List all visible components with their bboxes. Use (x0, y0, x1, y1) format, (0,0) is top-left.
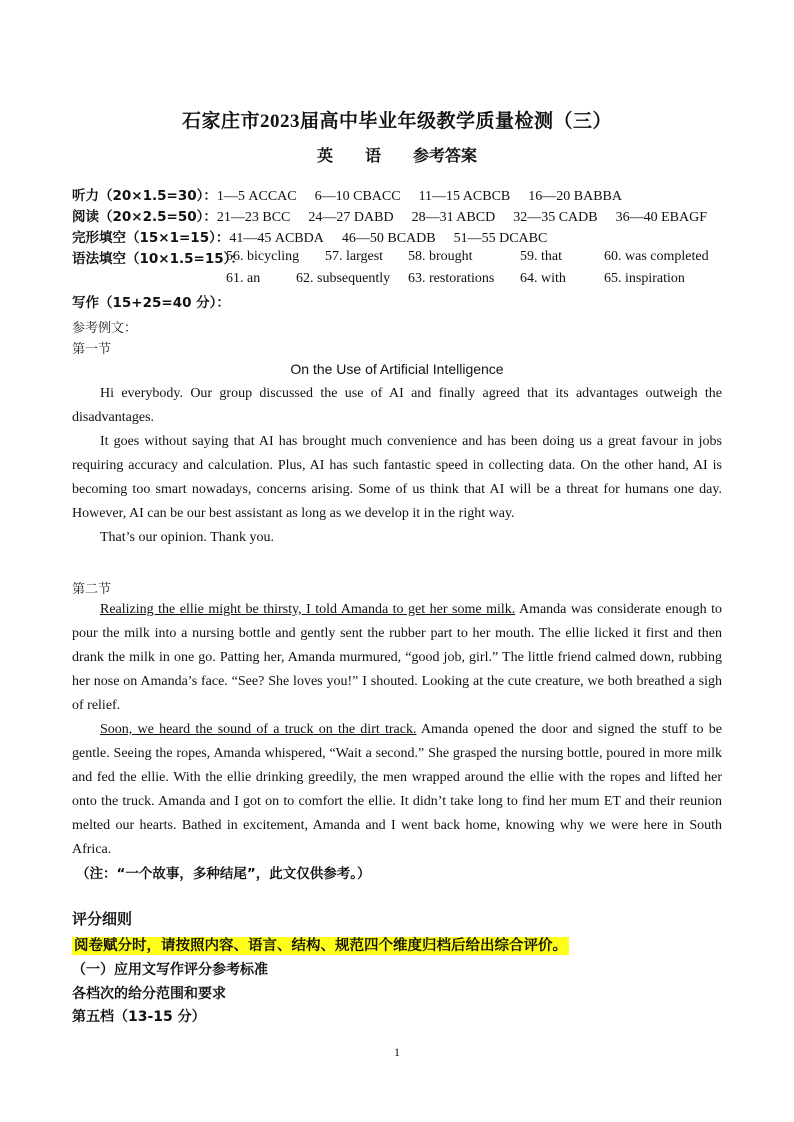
essay-paragraph (72, 526, 722, 550)
answer-item: 24—27 DABD (308, 210, 394, 225)
part1-label: 第一节 (72, 342, 112, 357)
grammar-answer: 56. bicycling (226, 249, 300, 264)
grammar-answer: 61. an (226, 271, 261, 286)
part2-label: 第二节 (72, 582, 112, 597)
essay-title: On the Use of Artificial Intelligence (290, 361, 504, 377)
answer-item: 51—55 DCABC (453, 231, 548, 246)
answer-item: 46—50 BCADB (341, 231, 436, 246)
page-title: 石家庄市2023届高中毕业年级教学质量检测（三） (181, 111, 612, 132)
grammar-answer: 65. inspiration (604, 271, 685, 286)
grammar-answer: 59. that (520, 249, 562, 264)
grammar-answer: 63. restorations (408, 271, 495, 286)
page-number: 1 (394, 1045, 400, 1059)
continuation-paragraph (72, 718, 722, 862)
listening-answers (72, 186, 640, 207)
answer-item: 28—31 ABCD (411, 210, 496, 225)
answer-item: 6—10 CBACC (314, 189, 401, 204)
continuation-paragraph (72, 598, 722, 718)
grammar-answer: 64. with (520, 271, 566, 286)
paragraph-text: That’s our opinion. Thank you. (100, 530, 274, 545)
highlighted-text: 阅卷赋分时，请按照内容、语言、结构、规范四个维度归档后给出综合评价。 (74, 938, 567, 954)
sample-label: 参考例文： (72, 321, 138, 336)
paragraph-text: Hi everybody. Our group discussed the use of AI and finally agreed that its advantages outweigh the disadvantages. (72, 386, 722, 425)
grammar-label-row (72, 249, 244, 270)
writing-score-row (72, 293, 230, 314)
subject-char-1: 英 (316, 148, 333, 165)
sample-note: （注：“一个故事，多种结尾”，此文仅供参考。） (76, 866, 371, 882)
answer-item: 36—40 EBAGF (615, 210, 707, 225)
given-opening-sentence: Realizing the ellie might be thirsty, I told Amanda to get her some milk. (100, 602, 516, 617)
reading-answers (72, 207, 725, 228)
essay-paragraph (72, 382, 722, 430)
scoring-highlight (72, 934, 569, 955)
writing-label: 写作（15+25=40 分）： (72, 295, 230, 311)
paragraph-text: It goes without saying that AI has brought much convenience and has been doing us a great favour in jobs requiring accuracy and calculation. Plus, AI has such fantastic speed in collecting data. On the other hand, AI is becoming too smart nowadays, concerns arising. Some of us think that AI will be a threat for humans one day. However, AI can be our best assistant as long as we develop it in the right way. (72, 434, 722, 521)
grammar-answer: 62. subsequently (296, 271, 391, 286)
scoring-heading: 评分细则 (72, 910, 133, 928)
grammar-answer: 58. brought (408, 249, 473, 264)
answer-item: 11—15 ACBCB (418, 189, 511, 204)
listening-label: 听力（20×1.5=30）： (72, 188, 217, 204)
grammar-answer: 57. largest (325, 249, 384, 264)
scoring-sub3: 第五档（13-15 分） (72, 1009, 206, 1025)
scoring-sub2: 各档次的给分范围和要求 (72, 986, 226, 1002)
grammar-answer: 60. was completed (604, 249, 709, 264)
grammar-label: 语法填空（10×1.5=15）： (72, 251, 244, 267)
answer-item: 21—23 BCC (216, 210, 291, 225)
cloze-answers (72, 228, 565, 249)
cloze-label: 完形填空（15×1=15）： (72, 230, 230, 246)
essay-paragraph (72, 430, 722, 526)
subject-char-2: 语 (364, 148, 381, 165)
page-subtitle (0, 143, 794, 166)
answer-item: 32—35 CADB (513, 210, 598, 225)
answer-item: 16—20 BABBA (528, 189, 622, 204)
answer-item: 1—5 ACCAC (216, 189, 297, 204)
scoring-sub1: （一）应用文写作评分参考标准 (72, 962, 268, 978)
paragraph-text: Amanda opened the door and signed the stuff to be gentle. Seeing the ropes, Amanda whispered, “Wait a second.” She grasped the nursing bottle, poured in more milk and fed the ellie. With the ellie drinking greedily, the men wrapped around the ellie with the ropes and lifted her onto the truck. Amanda and I got on to comfort the ellie. It didn’t take long to find her mum ET and their reunion melted our hearts. Bathed in excitement, Amanda and I went back home, knowing why we were here in South Africa. (72, 722, 723, 857)
reading-label: 阅读（20×2.5=50）： (72, 209, 217, 225)
paragraph-text: Amanda was considerate enough to pour the milk into a nursing bottle and gently sent the rubber part to her mouth. The ellie licked it first and then drank the milk in one go. Patting her, Amanda murmured, “good job, girl.” The little friend calmed down, rubbing her nose on Amanda’s face. “See? She loves you!” I shouted. Looking at the cute creature, we both breathed a sigh of relief. (72, 602, 722, 713)
answer-key-label: 参考答案 (413, 148, 478, 165)
given-opening-sentence: Soon, we heard the sound of a truck on the dirt track. (100, 722, 417, 737)
answer-item: 41—45 ACBDA (229, 231, 324, 246)
